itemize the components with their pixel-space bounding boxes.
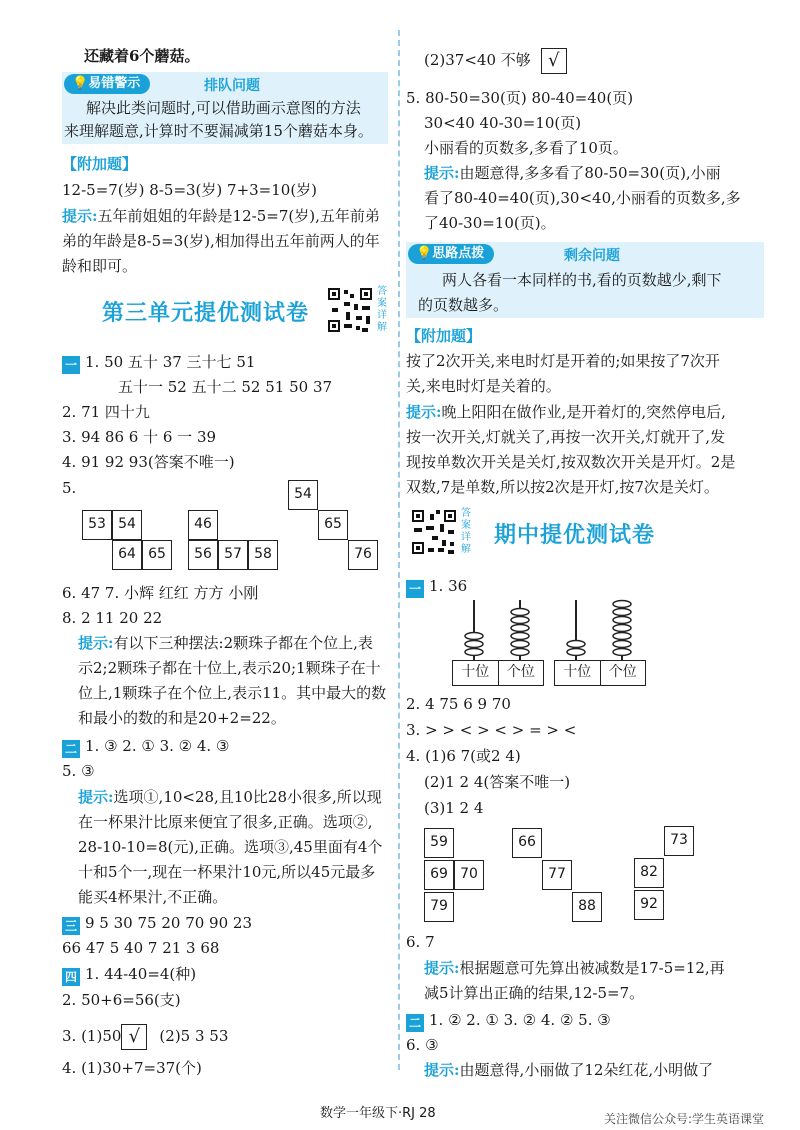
tip-label: 提示: (424, 959, 460, 977)
q8-tip: 提示:有以下三种摆法:2颗珠子都在个位上,表 (78, 634, 373, 652)
tip-label: 提示: (424, 164, 460, 182)
s4-q1: 四 1. 44-40=4(种) (62, 964, 196, 986)
abacus-beads-tens (465, 633, 483, 656)
grid-cell: 82 (634, 858, 664, 888)
q8-tip-line: 示2;2颗珠子都在十位上,表示20;1颗珠子在十 (78, 659, 381, 677)
m-q3: 3. > > < > < > = > < (406, 721, 577, 739)
grid-cell: 69 (424, 860, 454, 890)
extra-answer: 12-5=7(岁) 8-5=3(岁) 7+3=10(岁) (62, 181, 318, 199)
section-badge: 二 (406, 1014, 424, 1032)
grid-cell: 73 (664, 826, 694, 856)
m-s2-tip: 提示:由题意得,小丽做了12朵红花,小明做了 (424, 1061, 714, 1079)
r-tip: 提示:由题意得,多多看了80-50=30(页),小丽 (424, 164, 721, 182)
ones-label: 个位 (498, 661, 544, 685)
section-badge: 二 (62, 740, 80, 758)
extra2-line: 按了2次开关,来电时灯是开着的;如果按了7次开 (406, 352, 720, 370)
extra-tip-line: 弟的年龄是8-5=3(岁),相加得出五年前两人的年 (62, 232, 380, 250)
abacus-base (554, 660, 646, 686)
extra2-line: 关,来电时灯是关着的。 (406, 377, 561, 395)
s1-q6-q7: 6. 47 7. 小辉 红红 方方 小刚 (62, 584, 259, 602)
grid-cell: 92 (634, 890, 664, 920)
m-q6-tip-line: 减5计算出正确的结果,12-5=7。 (424, 984, 645, 1002)
unit3-title: 第三单元提优测试卷 (102, 300, 310, 326)
lightbulb-icon: 💡 (72, 76, 89, 91)
grid-cell: 70 (454, 860, 484, 890)
m-q6: 6. 7 (406, 933, 435, 951)
s2-tip-line: 能买4杯果汁,不正确。 (78, 888, 228, 906)
extra2-tip-line: 按一次开关,灯就关了,再按一次开关,灯就开了,发 (406, 428, 726, 446)
grid-cell: 77 (542, 860, 572, 890)
grid-cell: 65 (318, 510, 348, 540)
section-badge: 四 (62, 968, 80, 986)
grid-cell: 56 (188, 540, 218, 570)
s2-tip-line: 在一杯果汁比原来便宜了很多,正确。选项②, (78, 813, 373, 831)
s2-q5: 5. ③ (62, 762, 95, 780)
tens-label: 十位 (461, 664, 490, 680)
extra2-tip-line: 现按单数次开关是关灯,按双数次开关是开灯。2是 (406, 453, 736, 471)
q8-tip-line: 位上,1颗珠子在个位上,表示11。其中最大的数 (78, 684, 387, 702)
s1-q5: 5. (62, 479, 77, 497)
grid-cell: 54 (288, 480, 318, 510)
s1-q3: 3. 94 86 6 十 6 一 39 (62, 428, 217, 446)
page-footer: 数学一年级下·RJ 28 (320, 1106, 436, 1121)
extra-tip: 提示:五年前姐姐的年龄是12-5=7(岁),五年前弟 (62, 207, 380, 225)
grid-cell: 79 (424, 892, 454, 922)
watermark: 关注微信公众号:学生英语课堂 (604, 1112, 765, 1126)
check-box: √ (541, 48, 567, 74)
s2-tip: 提示:选项①,10<28,且10比28小很多,所以现 (78, 788, 382, 806)
grid-cell: 65 (142, 540, 172, 570)
s1-q1-line2: 五十一 52 五十二 52 51 50 37 (118, 378, 333, 396)
column-divider (398, 30, 400, 1070)
midterm-title: 期中提优测试卷 (494, 522, 656, 548)
s1-q8: 8. 2 11 20 22 (62, 609, 163, 627)
r-q4-2: (2)37<40 不够 √ (424, 44, 567, 76)
s1-q2: 2. 71 四十九 (62, 403, 150, 421)
grid-cell: 66 (512, 828, 542, 858)
section-badge: 一 (62, 356, 80, 374)
grid-cell: 58 (248, 540, 278, 570)
r-q5: 5. 80-50=30(页) 80-40=40(页) (406, 89, 634, 107)
m-s2-line: 二 1. ② 2. ① 3. ② 4. ② 5. ③ (406, 1010, 611, 1032)
check-box: √ (121, 1024, 147, 1050)
tip-label: 提示: (62, 207, 98, 225)
s2-tip-line: 28-10-10=8(元),正确。选项③,45里面有4个 (78, 838, 383, 856)
s2-tip-line: 十和5个一,现在一杯果汁10元,所以45元最多 (78, 863, 376, 881)
s3-line2: 66 47 5 40 7 21 3 68 (62, 939, 220, 957)
abacus-beads-ones (613, 601, 631, 656)
tip-label: 提示: (406, 403, 442, 421)
extra2-tip-line: 双数,7是单数,所以按2次是开灯,按7次是关灯。 (406, 478, 719, 496)
s3-line1: 三 9 5 30 75 20 70 90 23 (62, 913, 252, 935)
idea-line: 的页数越多。 (418, 296, 509, 314)
r-tip-line: 了40-30=10(页)。 (424, 214, 556, 232)
tip-label: 提示: (424, 1061, 460, 1079)
m-s1-q1: 一 1. 36 (406, 576, 467, 598)
error-warning-line: 解决此类问题时,可以借助画示意图的方法 (86, 99, 361, 117)
m-q4-1: 4. (1)6 7(或2 4) (406, 747, 521, 765)
r-q5-l3: 小丽看的页数多,多看了10页。 (424, 139, 628, 157)
lightbulb-icon: 💡 (416, 246, 433, 261)
s2-line: 二 1. ③ 2. ① 3. ② 4. ③ (62, 736, 229, 758)
grid-cell: 53 (82, 510, 112, 540)
abacus-base (452, 660, 544, 686)
idea-tag: 💡思路点拨 (408, 244, 494, 264)
section-badge: 三 (62, 917, 80, 935)
q8-tip-line: 和最小的数的和是20+2=22。 (78, 709, 286, 727)
grid-cell: 59 (424, 828, 454, 858)
idea-topic: 剩余问题 (564, 248, 620, 264)
m-q2: 2. 4 75 6 9 70 (406, 695, 511, 713)
m-s2-q6: 6. ③ (406, 1036, 439, 1054)
abacus-rods (450, 598, 550, 660)
grid-cell: 57 (218, 540, 248, 570)
ones-label: 个位 (600, 661, 646, 685)
m-q4-3: (3)1 2 4 (424, 799, 484, 817)
intro-line: 还藏着6个蘑菇。 (84, 47, 200, 65)
qr-label: 答案详解 (461, 508, 471, 555)
extra-question-label: 【附加题】 (406, 327, 482, 345)
m-q4-2: (2)1 2 4(答案不唯一) (424, 773, 571, 791)
tens-label: 十位 (563, 664, 592, 680)
s4-q4: 4. (1)30+7=37(个) (62, 1059, 202, 1077)
grid-cell: 46 (188, 510, 218, 540)
error-warning-tag: 💡易错警示 (64, 74, 150, 94)
s4-q2: 2. 50+6=56(支) (62, 991, 181, 1009)
grid-cell: 76 (348, 540, 378, 570)
r-tip-line: 看了80-40=40(页),30<40,小丽看的页数多,多 (424, 189, 741, 207)
m-q6-tip: 提示:根据题意可先算出被减数是17-5=12,再 (424, 959, 725, 977)
grid-cell: 88 (572, 892, 602, 922)
s1-q4: 4. 91 92 93(答案不唯一) (62, 453, 235, 471)
abacus-beads-tens (567, 641, 585, 656)
qr-label: 答案详解 (377, 286, 387, 333)
qr-code-icon[interactable] (326, 286, 374, 334)
error-warning-topic: 排队问题 (204, 78, 260, 94)
idea-line: 两人各看一本同样的书,看的页数越少,剩下 (442, 271, 722, 289)
s1-q1: 一 1. 50 五十 37 三十七 51 (62, 352, 255, 374)
section-badge: 一 (406, 580, 424, 598)
extra-question-label: 【附加题】 (62, 155, 138, 173)
tip-label: 提示: (78, 634, 114, 652)
grid-cell: 54 (112, 510, 142, 540)
s4-q3: 3. (1)50 √ (2)5 3 53 (62, 1021, 228, 1051)
abacus-beads-ones (511, 609, 529, 656)
grid-cell: 64 (112, 540, 142, 570)
error-warning-line: 来理解题意,计算时不要漏减第15个蘑菇本身。 (64, 122, 373, 140)
tip-label: 提示: (78, 788, 114, 806)
extra2-tip: 提示:晚上阳阳在做作业,是开着灯的,突然停电后, (406, 403, 726, 421)
abacus-rods (552, 598, 652, 660)
qr-code-icon[interactable] (410, 508, 458, 556)
r-q5-l2: 30<40 40-30=10(页) (424, 114, 582, 132)
extra-tip-line: 龄和即可。 (62, 257, 138, 275)
